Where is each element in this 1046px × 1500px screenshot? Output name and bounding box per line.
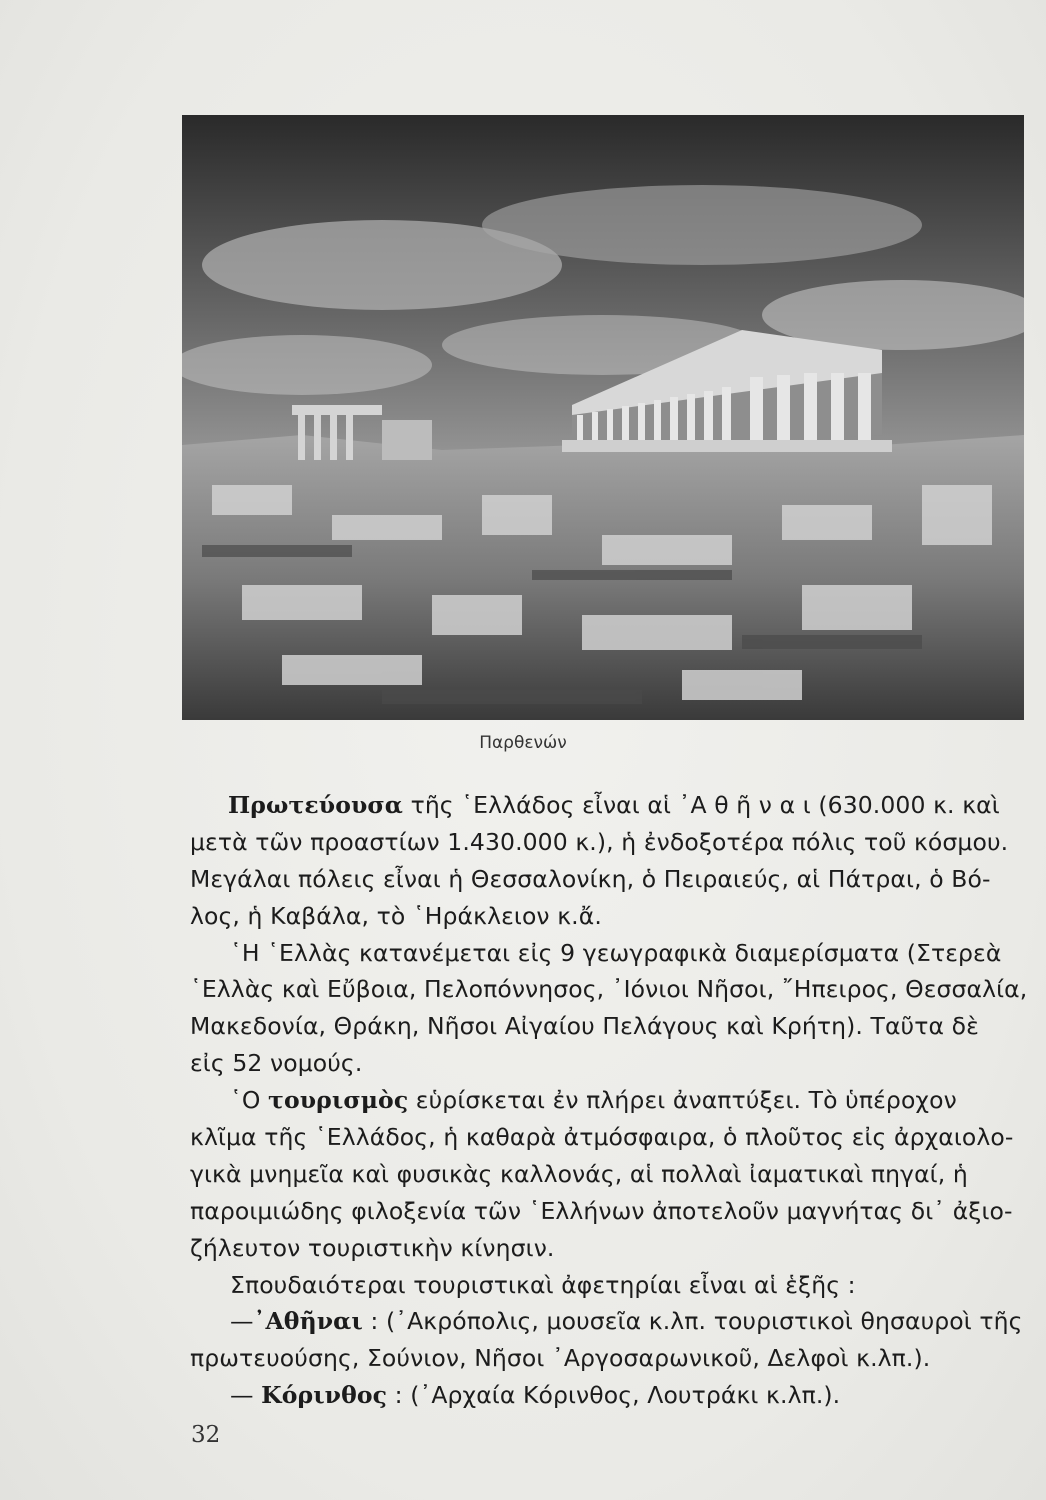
term-athens: ᾿Αθῆναι	[253, 1307, 363, 1336]
text-span: εὑρίσκεται ἐν πλήρει ἀναπτύξει. Τὸ ὑπέροχον	[408, 1086, 957, 1115]
text-span: —	[230, 1381, 262, 1410]
paragraph-capital-line-1	[190, 787, 1030, 824]
paragraph-capital-line-4: λος, ἡ Καβάλα, τὸ ῾Ηράκλειον κ.ἄ.	[190, 901, 602, 930]
text-span: τῆς ῾Ελλάδος εἶναι αἱ ᾿Α θ ῆ ν α ι (630.000 κ. καὶ	[403, 791, 1000, 819]
term-capital: Πρωτεύουσα	[228, 791, 403, 819]
paragraph-destinations-intro: Σπουδαιότεραι τουριστικαὶ ἀφετηρίαι εἶναι αἱ ἑξῆς :	[230, 1270, 856, 1299]
list-item-athens-line-1	[190, 1303, 1030, 1340]
text-span: —	[230, 1307, 254, 1336]
paragraph-regions-line-2: ῾Ελλὰς καὶ Εὔβοια, Πελοπόννησος, ᾿Ιόνιοι Νῆσοι, ῎Ηπειρος, Θεσσαλία,	[190, 975, 1028, 1004]
paragraph-tourism-line-2: κλῖμα τῆς ῾Ελλάδος, ἡ καθαρὰ ἀτμόσφαιρα, ὁ πλοῦτος εἰς ἀρχαιολο-	[190, 1123, 1014, 1152]
paragraph-regions-line-1: ῾Η ῾Ελλὰς κατανέμεται εἰς 9 γεωγραφικὰ διαμερίσματα (Στερεὰ	[230, 938, 1002, 967]
list-item-athens-line-2: πρωτευούσης, Σούνιον, Νῆσοι ᾿Αργοσαρωνικοῦ, Δελφοὶ κ.λπ.).	[190, 1344, 931, 1373]
body-text	[190, 787, 1030, 1414]
list-item-corinth	[190, 1377, 1030, 1414]
paragraph-tourism-line-4: παροιμιώδης φιλοξενία τῶν ῾Ελλήνων ἀποτελοῦν μαγνήτας δι᾿ ἀξιο-	[190, 1196, 1013, 1225]
photo-caption: Παρθενών	[479, 733, 567, 753]
paragraph-capital-line-3: Μεγάλαι πόλεις εἶναι ἡ Θεσσαλονίκη, ὁ Πειραιεύς, αἱ Πάτραι, ὁ Βό-	[190, 864, 991, 893]
paragraph-tourism-line-3: γικὰ μνημεῖα καὶ φυσικὰς καλλονάς, αἱ πολλαὶ ἰαματικαὶ πηγαί, ἡ	[190, 1159, 968, 1188]
text-span: : (᾿Ακρόπολις, μουσεῖα κ.λπ. τουριστικοὶ θησαυροὶ τῆς	[362, 1307, 1023, 1336]
parthenon-photograph	[182, 115, 1024, 720]
term-corinth: Κόρινθος	[261, 1381, 388, 1410]
text-span: ῾Ο	[230, 1086, 269, 1115]
paragraph-tourism-line-5: ζήλευτον τουριστικὴν κίνησιν.	[190, 1233, 555, 1262]
paragraph-regions-line-3: Μακεδονία, Θράκη, Νῆσοι Αἰγαίου Πελάγους καὶ Κρήτη). Ταῦτα δὲ	[190, 1012, 979, 1041]
text-span: : (᾿Αρχαία Κόρινθος, Λουτράκι κ.λπ.).	[387, 1381, 841, 1410]
term-tourism: τουρισμὸς	[268, 1086, 409, 1115]
paragraph-regions-line-4: εἰς 52 νομούς.	[190, 1049, 363, 1078]
paragraph-tourism-line-1	[190, 1082, 1030, 1119]
paragraph-capital-line-2: μετὰ τῶν προαστίων 1.430.000 κ.), ἡ ἐνδοξοτέρα πόλις τοῦ κόσμου.	[190, 827, 1009, 856]
page-number: 32	[191, 1422, 221, 1448]
